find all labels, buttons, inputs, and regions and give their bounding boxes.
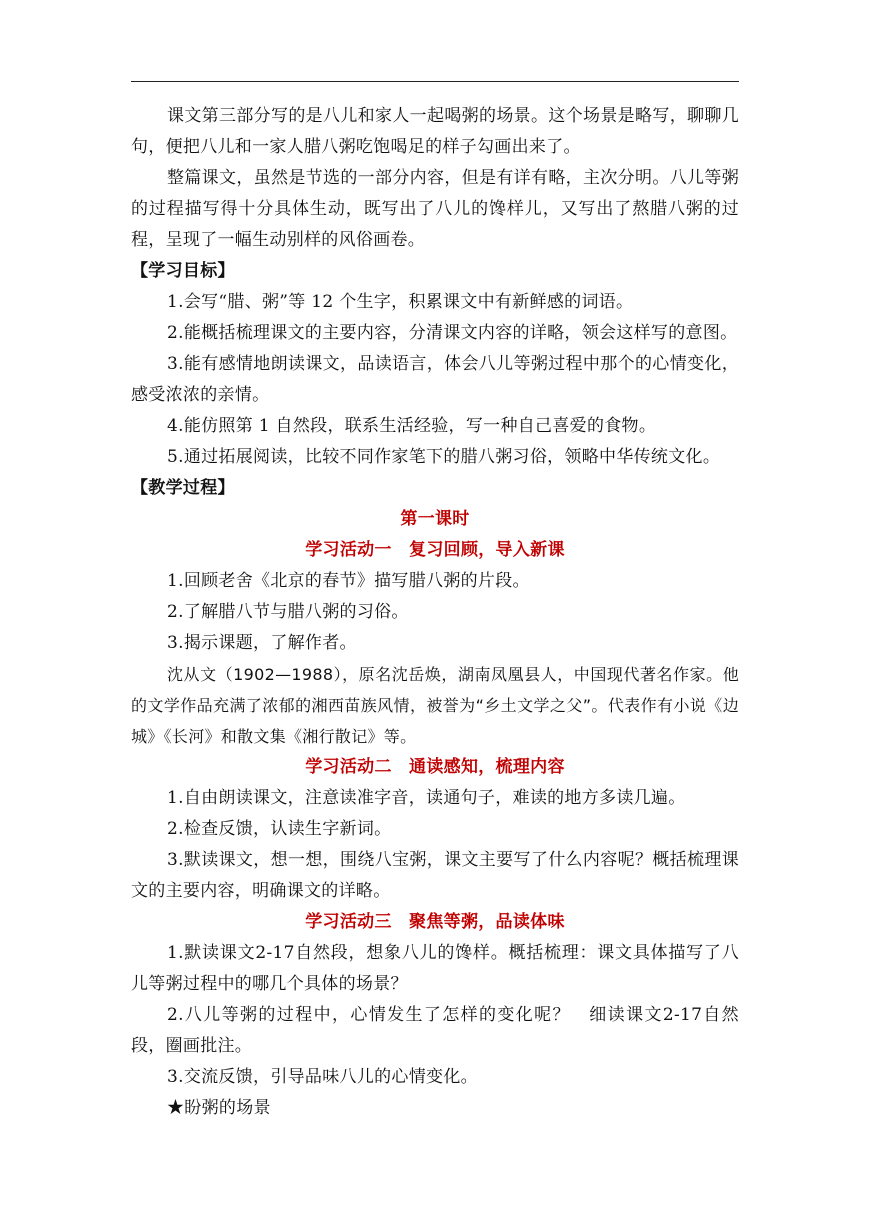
activity-heading: 学习活动二 通读感知，梳理内容 (305, 757, 565, 777)
step-item: 3.交流反馈，引导品味八儿的心情变化。 (167, 1067, 478, 1087)
step-item: 2.了解腊八节与腊八粥的习俗。 (167, 602, 409, 622)
step-item: 2.检查反馈，认读生字新词。 (167, 819, 392, 839)
goal-item: 3.能有感情地朗读课文，品读语言，体会八儿等粥过程中那个的心情变化，感受浓浓的亲情。 (131, 354, 739, 405)
body-paragraph: 课文第三部分写的是八儿和家人一起喝粥的场景。这个场景是略写，聊聊几句，便把八儿和一家人腊八粥吃饱喝足的样子勾画出来了。 (131, 106, 739, 157)
goal-item: 5.通过拓展阅读，比较不同作家笔下的腊八粥习俗，领略中华传统文化。 (167, 447, 721, 467)
goal-item: 2.能概括梳理课文的主要内容，分清课文内容的详略，领会这样写的意图。 (167, 323, 738, 343)
header-rule (131, 81, 739, 82)
step-item: 2.八儿等粥的过程中，心情发生了怎样的变化呢？ 细读课文2-17自然段，圈画批注。 (131, 1005, 739, 1056)
body-paragraph: 整篇课文，虽然是节选的一部分内容，但是有详有略，主次分明。八儿等粥的过程描写得十分具体生动，既写出了八儿的馋样儿，又写出了熬腊八粥的过程，呈现了一幅生动别样的风俗画卷。 (131, 168, 739, 250)
goal-item: 4.能仿照第 1 自然段，联系生活经验，写一种自己喜爱的食物。 (167, 416, 657, 436)
lesson-title: 第一课时 (400, 509, 470, 529)
section-heading-goals: 【学习目标】 (131, 261, 235, 281)
star-subheading: ★盼粥的场景 (167, 1098, 271, 1118)
step-item: 1.自由朗读课文，注意读准字音，读通句子，难读的地方多读几遍。 (167, 788, 686, 808)
goal-item: 1.会写“腊、粥”等 12 个生字，积累课文中有新鲜感的词语。 (167, 292, 634, 312)
section-heading-process: 【教学过程】 (131, 478, 235, 498)
document-body (131, 101, 739, 1124)
step-item: 1.回顾老舍《北京的春节》描写腊八粥的片段。 (167, 571, 530, 591)
step-item: 1.默读课文2-17自然段，想象八儿的馋样。概括梳理：课文具体描写了八儿等粥过程中的哪几个具体的场景？ (131, 943, 739, 994)
step-item: 3.揭示课题，了解作者。 (167, 633, 357, 653)
activity-heading: 学习活动三 聚焦等粥，品读体味 (305, 912, 565, 932)
author-bio: 沈从文（1902—1988），原名沈岳焕，湖南凤凰县人，中国现代著名作家。他的文学作品充满了浓郁的湘西苗族风情，被誉为“乡土文学之父”。代表作有小说《边城》《长河》和散文集《湘行散记》等。 (131, 665, 739, 746)
activity-heading: 学习活动一 复习回顾，导入新课 (305, 540, 565, 560)
step-item: 3.默读课文，想一想，围绕八宝粥，课文主要写了什么内容呢？概括梳理课文的主要内容，明确课文的详略。 (131, 850, 739, 901)
